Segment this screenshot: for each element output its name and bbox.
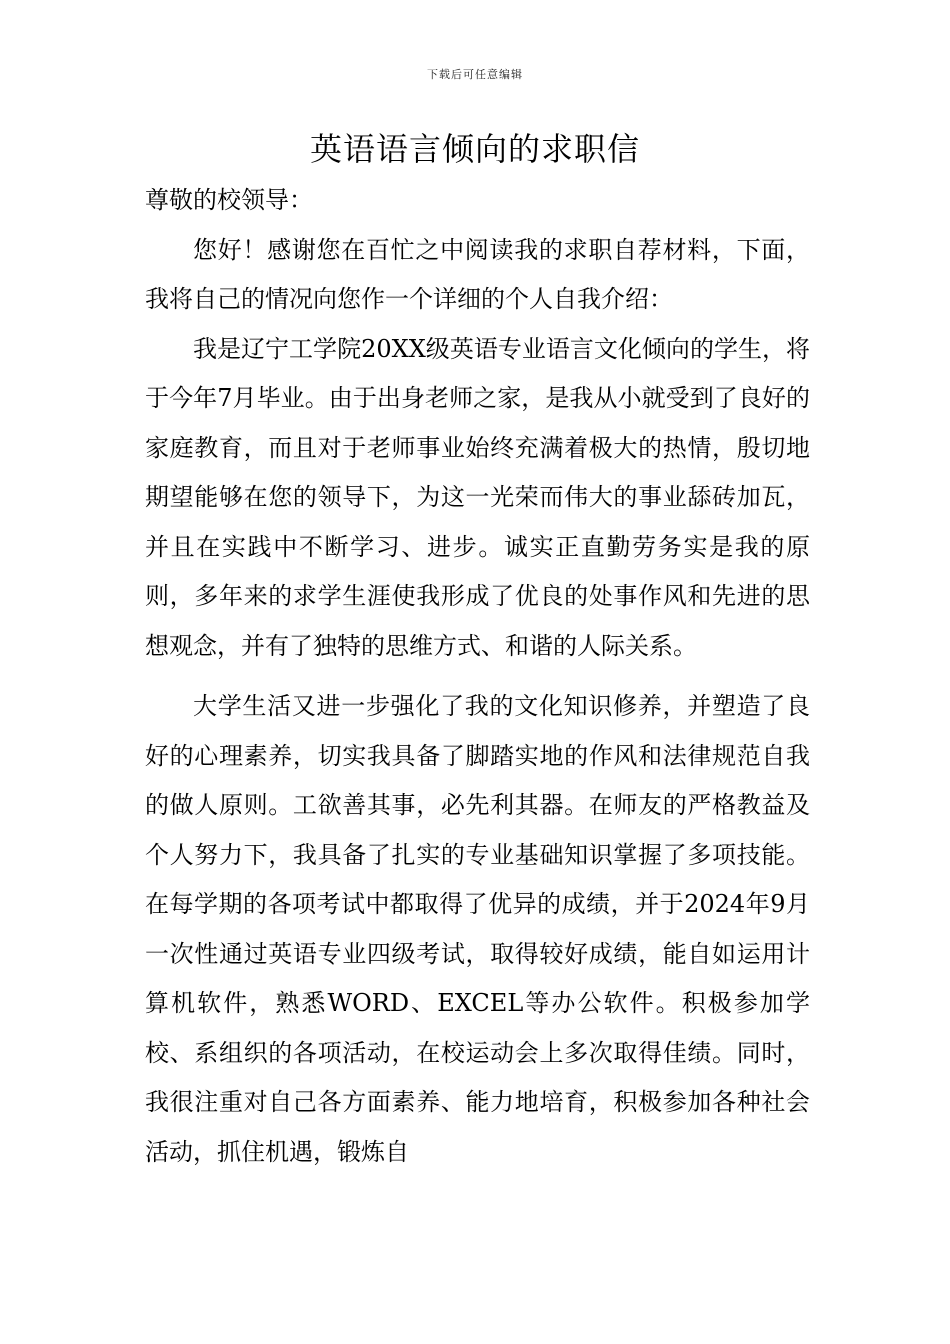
- salutation: 尊敬的校领导：: [145, 186, 313, 214]
- document-title: 英语语言倾向的求职信: [309, 130, 640, 168]
- paragraph-greeting: 您好！感谢您在百忙之中阅读我的求职自荐材料，下面，我将自己的情况向您作一个详细的个人自我介绍：: [145, 235, 810, 313]
- paragraph-introduction: 我是辽宁工学院20XX级英语专业语言文化倾向的学生，将于今年7月毕业。由于出身老师之家，是我从小就受到了良好的家庭教育，而且对于老师事业始终充满着极大的热情，殷切地期望能够在您的领导下，为这一光荣而伟大的事业舔砖加瓦，并且在实践中不断学习、进步。诚实正直勤劳务实是我的原则，多年来的求学生涯使我形成了优良的处事作风和先进的思想观念，并有了独特的思维方式、和谐的人际关系。: [145, 334, 810, 660]
- header-note: 下载后可任意编辑: [427, 68, 523, 81]
- paragraph-university-life: 大学生活又进一步强化了我的文化知识修养，并塑造了良好的心理素养，切实我具备了脚踏实地的作风和法律规范自我的做人原则。工欲善其事，必先利其器。在师友的严格教益及个人努力下，我具备了扎实的专业基础知识掌握了多项技能。在每学期的各项考试中都取得了优异的成绩，并于2024年9月一次性通过英语专业四级考试，取得较好成绩，能自如运用计算机软件，熟悉WORD、EXCEL等办公软件。积极参加学校、系组织的各项活动，在校运动会上多次取得佳绩。同时，我很注重对自己各方面素养、能力地培育，积极参加各种社会活动，抓住机遇，锻炼自: [145, 692, 810, 1166]
- letter-body: [145, 176, 810, 1177]
